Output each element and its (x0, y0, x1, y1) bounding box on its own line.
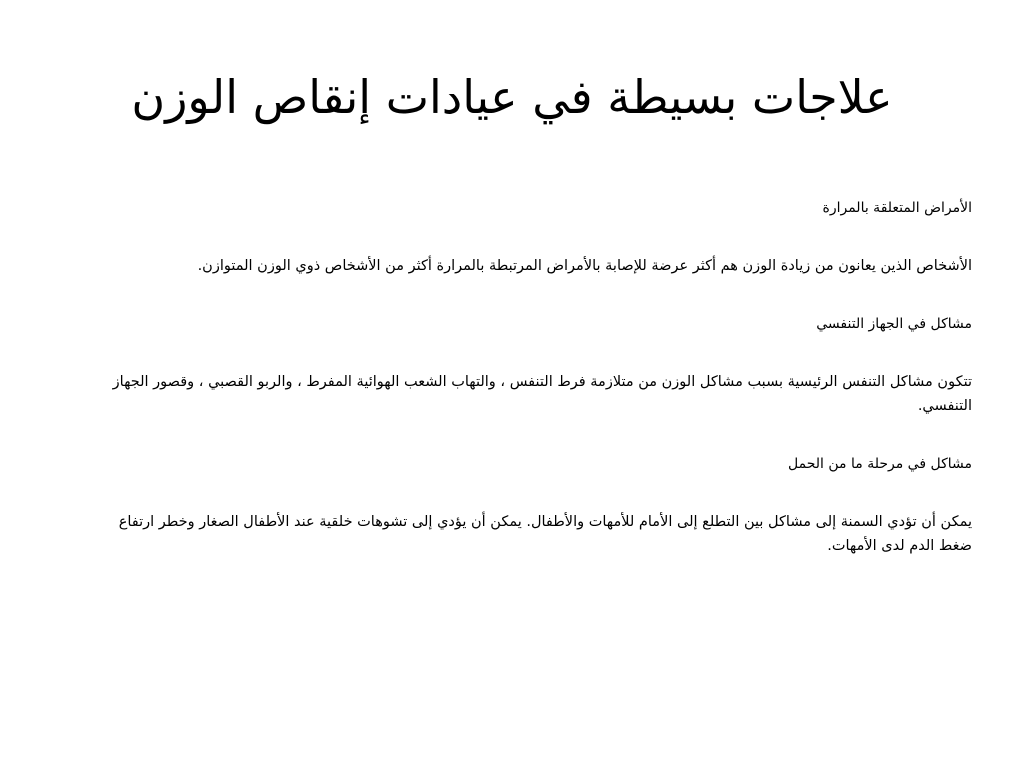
section-text-respiratory: تتكون مشاكل التنفس الرئيسية بسبب مشاكل الوزن من متلازمة فرط التنفس ، والتهاب الشعب الهوائية المفرط ، والربو القصبي ، وقصور الجهاز التنفسي. (112, 374, 972, 414)
section-heading-respiratory: مشاكل في الجهاز التنفسي (816, 316, 972, 332)
section-heading-pregnancy: مشاكل في مرحلة ما من الحمل (788, 456, 972, 472)
slide-body (100, 196, 972, 592)
section-text-pregnancy: يمكن أن تؤدي السمنة إلى مشاكل بين التطلع إلى الأمام للأمهات والأطفال. يمكن أن يؤدي إلى تشوهات خلقية عند الأطفال الصغار وخطر ارتفاع ضغط الدم لدى الأمهات. (118, 514, 972, 554)
section-heading-gallbladder: الأمراض المتعلقة بالمرارة (822, 200, 972, 216)
section-text-gallbladder: الأشخاص الذين يعانون من زيادة الوزن هم أكثر عرضة للإصابة بالأمراض المرتبطة بالمرارة أكثر من الأشخاص ذوي الوزن المتوازن. (197, 258, 972, 274)
slide-title: علاجات بسيطة في عيادات إنقاص الوزن (131, 70, 893, 124)
